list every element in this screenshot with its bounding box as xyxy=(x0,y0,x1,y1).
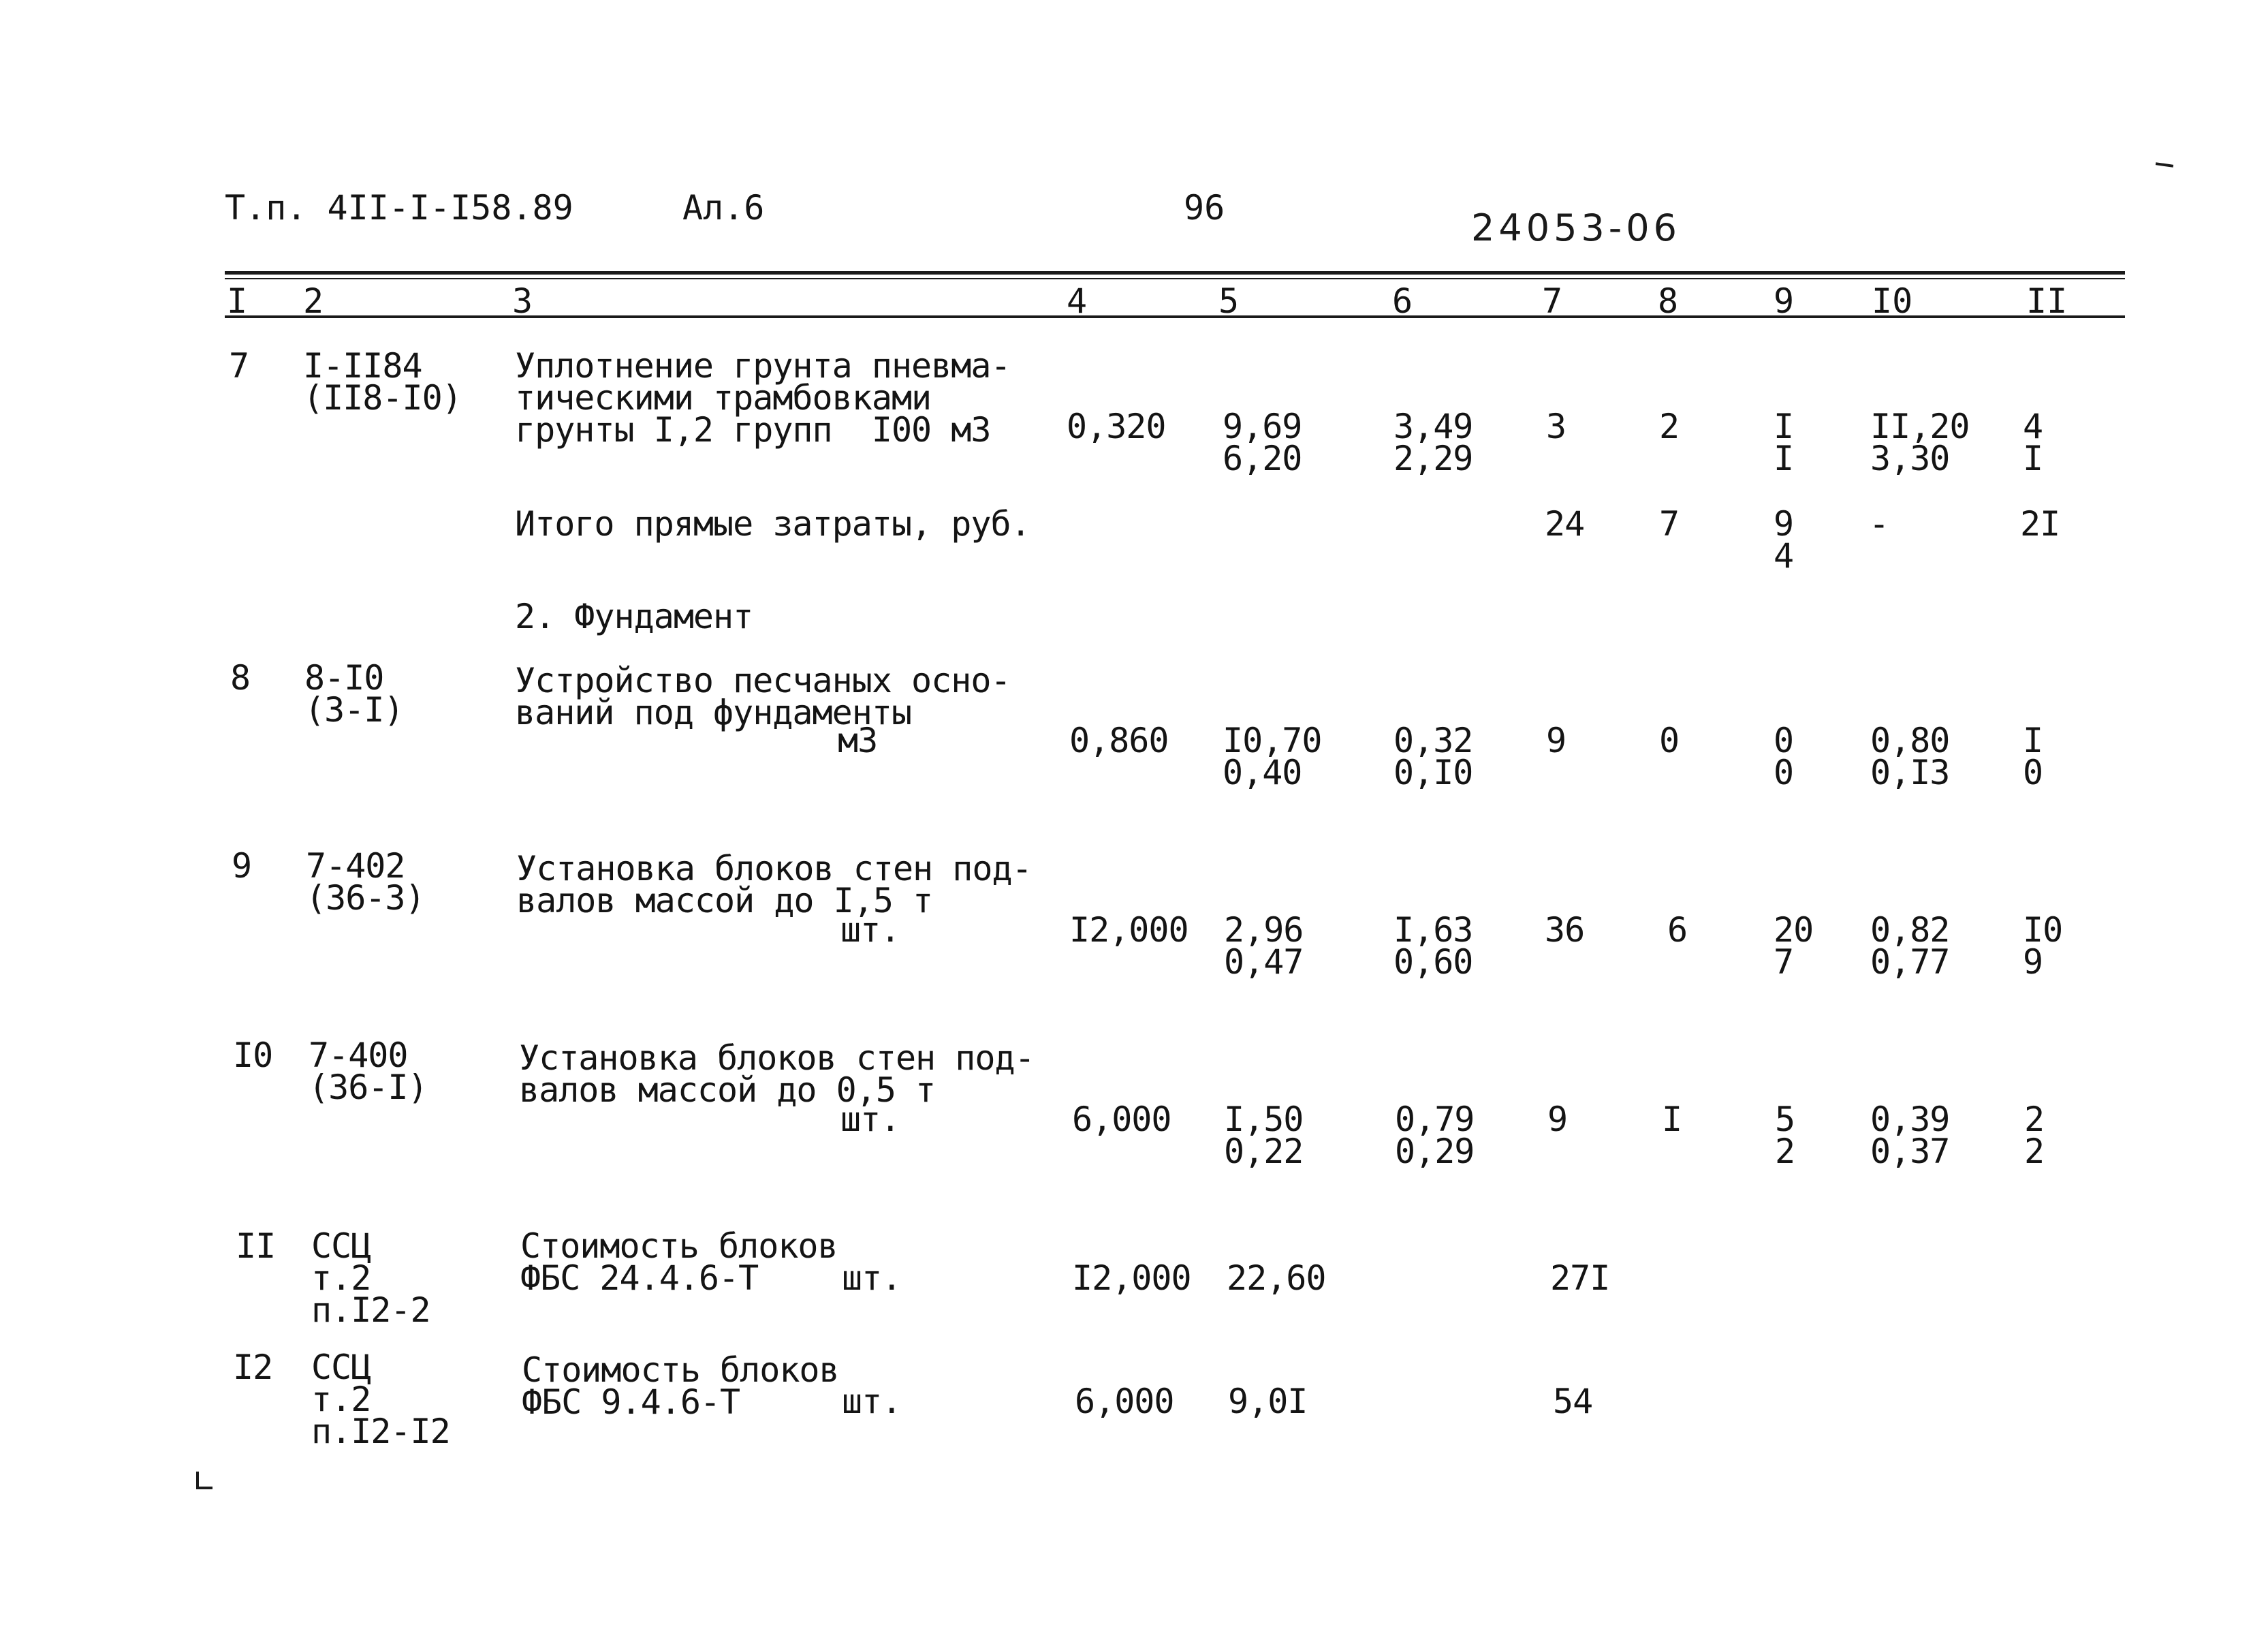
cell-col6: 0,32 0,I0 xyxy=(1393,721,1473,792)
subtotal-label: Итого прямые затраты, руб. xyxy=(515,504,1030,544)
cell-col8: 0 xyxy=(1659,721,1680,760)
column-header-6: 6 xyxy=(1392,281,1413,321)
work-description: Установка блоков стен под- валов массой до I,5 т xyxy=(516,849,1032,920)
subtotal-col11: 2I xyxy=(2020,504,2060,544)
cell-col10: 0,39 0,37 xyxy=(1870,1100,1950,1171)
cell-col5: 2,96 0,47 xyxy=(1224,910,1304,982)
cell-col5: 22,60 xyxy=(1227,1258,1326,1298)
row-number: 8 xyxy=(230,658,251,698)
corner-mark-top xyxy=(2156,162,2173,168)
cell-col8: 2 xyxy=(1659,407,1680,446)
cell-col8: 6 xyxy=(1667,910,1688,950)
column-header-8: 8 xyxy=(1658,281,1679,321)
subtotal-col7: 24 xyxy=(1545,504,1585,544)
cell-col7: 3 xyxy=(1546,407,1566,446)
cell-col10: 0,80 0,I3 xyxy=(1870,721,1950,792)
unit: шт. xyxy=(840,1100,900,1139)
column-header-11: II xyxy=(2026,281,2068,321)
cell-col6: I,63 0,60 xyxy=(1393,910,1473,982)
quantity: 6,000 xyxy=(1075,1382,1174,1421)
subtotal-col8: 7 xyxy=(1659,504,1680,544)
row-number: 9 xyxy=(232,846,252,886)
table-top-rule xyxy=(225,271,2125,275)
work-description: Установка блоков стен под- валов массой до 0,5 т xyxy=(519,1038,1035,1110)
quantity: 0,320 xyxy=(1067,407,1166,446)
work-description: Стоимость блоков ФБС 9.4.6-Т xyxy=(522,1350,839,1422)
handwritten-code: 24053-06 xyxy=(1471,206,1681,249)
album-number: Ал.6 xyxy=(682,188,765,228)
column-header-9: 9 xyxy=(1774,281,1795,321)
cell-col9: 0 0 xyxy=(1774,721,1794,792)
column-header-7: 7 xyxy=(1542,281,1563,321)
subtotal-col10: - xyxy=(1869,504,1889,544)
cell-col7: 9 xyxy=(1546,721,1566,760)
cell-col5: 9,0I xyxy=(1228,1382,1308,1421)
rate-code: 7-402 (36-3) xyxy=(306,846,425,918)
unit: шт. xyxy=(842,1382,902,1421)
row-number: I0 xyxy=(233,1036,273,1075)
cell-col6: 0,79 0,29 xyxy=(1395,1100,1475,1171)
rate-code: I-II84 (II8-I0) xyxy=(303,346,462,418)
cell-col8: I xyxy=(1662,1100,1682,1139)
cell-col11: 4 I xyxy=(2023,407,2043,478)
subtotal-col9: 9 4 xyxy=(1774,504,1794,576)
cell-col7: 36 xyxy=(1545,910,1585,950)
column-header-3: 3 xyxy=(512,281,533,321)
cell-col7: 27I xyxy=(1550,1258,1610,1298)
column-header-1: I xyxy=(227,281,248,321)
quantity: 0,860 xyxy=(1069,721,1169,760)
quantity: 6,000 xyxy=(1072,1100,1171,1139)
cell-col11: I0 9 xyxy=(2023,910,2063,982)
unit: шт. xyxy=(840,910,900,950)
cell-col7: 9 xyxy=(1547,1100,1568,1139)
row-number: 7 xyxy=(229,346,249,386)
table-top-rule-thin xyxy=(225,278,2125,279)
section-title: 2. Фундамент xyxy=(515,597,753,636)
unit: шт. xyxy=(842,1258,902,1298)
page-number: 96 xyxy=(1184,188,1225,228)
quantity: I2,000 xyxy=(1069,910,1188,950)
row-number: II xyxy=(236,1226,276,1266)
column-header-2: 2 xyxy=(303,281,324,321)
table-header-bottom-rule xyxy=(225,315,2125,318)
document-reference: Т.п. 4II-I-I58.89 xyxy=(225,188,573,228)
rate-code: 8-I0 (3-I) xyxy=(304,658,404,730)
cell-col9: 20 7 xyxy=(1774,910,1814,982)
cell-col5: I0,70 0,40 xyxy=(1223,721,1322,792)
work-description: Устройство песчаных осно- ваний под фундаменты xyxy=(515,661,1011,732)
work-description: Уплотнение грунта пневма- тическими трамбовками грунты I,2 групп I00 м3 xyxy=(515,346,1011,450)
unit: м3 xyxy=(838,721,878,760)
cell-col5: I,50 0,22 xyxy=(1224,1100,1304,1171)
cell-col7: 54 xyxy=(1553,1382,1593,1421)
cell-col10: II,20 3,30 xyxy=(1870,407,1970,478)
cell-col11: I 0 xyxy=(2023,721,2043,792)
rate-code: ССЦ т.2 п.I2-I2 xyxy=(311,1348,450,1451)
column-header-5: 5 xyxy=(1218,281,1240,321)
corner-mark-bottom-stem xyxy=(196,1472,199,1489)
cell-col5: 9,69 6,20 xyxy=(1223,407,1302,478)
rate-code: ССЦ т.2 п.I2-2 xyxy=(311,1226,430,1330)
cell-col9: 5 2 xyxy=(1775,1100,1795,1171)
cell-col9: I I xyxy=(1774,407,1794,478)
work-description: Стоимость блоков ФБС 24.4.6-Т xyxy=(520,1226,838,1298)
quantity: I2,000 xyxy=(1072,1258,1191,1298)
column-header-4: 4 xyxy=(1067,281,1088,321)
cell-col10: 0,82 0,77 xyxy=(1870,910,1950,982)
cell-col6: 3,49 2,29 xyxy=(1393,407,1473,478)
column-header-10: I0 xyxy=(1872,281,1913,321)
cell-col11: 2 2 xyxy=(2024,1100,2045,1171)
rate-code: 7-400 (36-I) xyxy=(309,1036,428,1107)
row-number: I2 xyxy=(233,1348,273,1387)
